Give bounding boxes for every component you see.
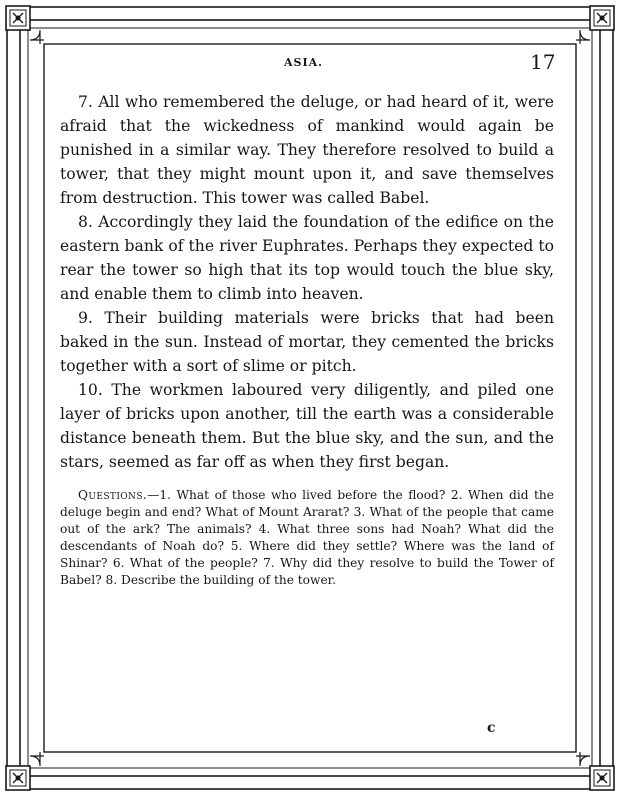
corner-ornament-bottom-left [6,752,44,790]
review-questions [60,487,554,589]
paragraph-7: 7. All who remembered the deluge, or had heard of it, were afraid that the wickedness of mankind would again be punished in a similar way. They therefore resolved to build a tower, that they might mount upon it, and save themselves from destruction. This tower was called Babel. [60,93,554,207]
corner-ornament-top-right [576,6,614,44]
signature-mark: c [487,720,496,736]
paragraph-10: 10. The workmen laboured very diligently, and piled one layer of bricks upon another, till the earth was a considerable distance beneath them. But the blue sky, and the sun, and the stars, seemed as far off as when they first began. [60,381,554,471]
questions-text: —1. What of those who lived before the flood? 2. When did the deluge begin and end? What of Mount Ararat? 3. What of the people that came out of the ark? The animals? 4. What three sons had Noah? What did the descendants of Noah do? 5. Where did they settle? Where was the land of Shinar? 6. What of the people? 7. Why did they resolve to build the Tower of Babel? 8. Describe the building of the tower. [60,488,554,587]
page-number: 17 [530,50,556,74]
paragraph-9: 9. Their building materials were bricks that had been baked in the sun. Instead of mortar, they cemented the bricks together with a sort of slime or pitch. [60,309,554,375]
corner-ornament-top-left [6,6,44,44]
paragraph-8: 8. Accordingly they laid the foundation of the edifice on the eastern bank of the river Euphrates. Perhaps they expected to rear the tower so high that its top would touch the blue sky, and enable them to climb into heaven. [60,213,554,303]
corner-ornament-bottom-right [576,752,614,790]
questions-label: Questions. [78,488,148,502]
running-header-title: ASIA. [284,56,323,69]
body-text [60,90,554,474]
